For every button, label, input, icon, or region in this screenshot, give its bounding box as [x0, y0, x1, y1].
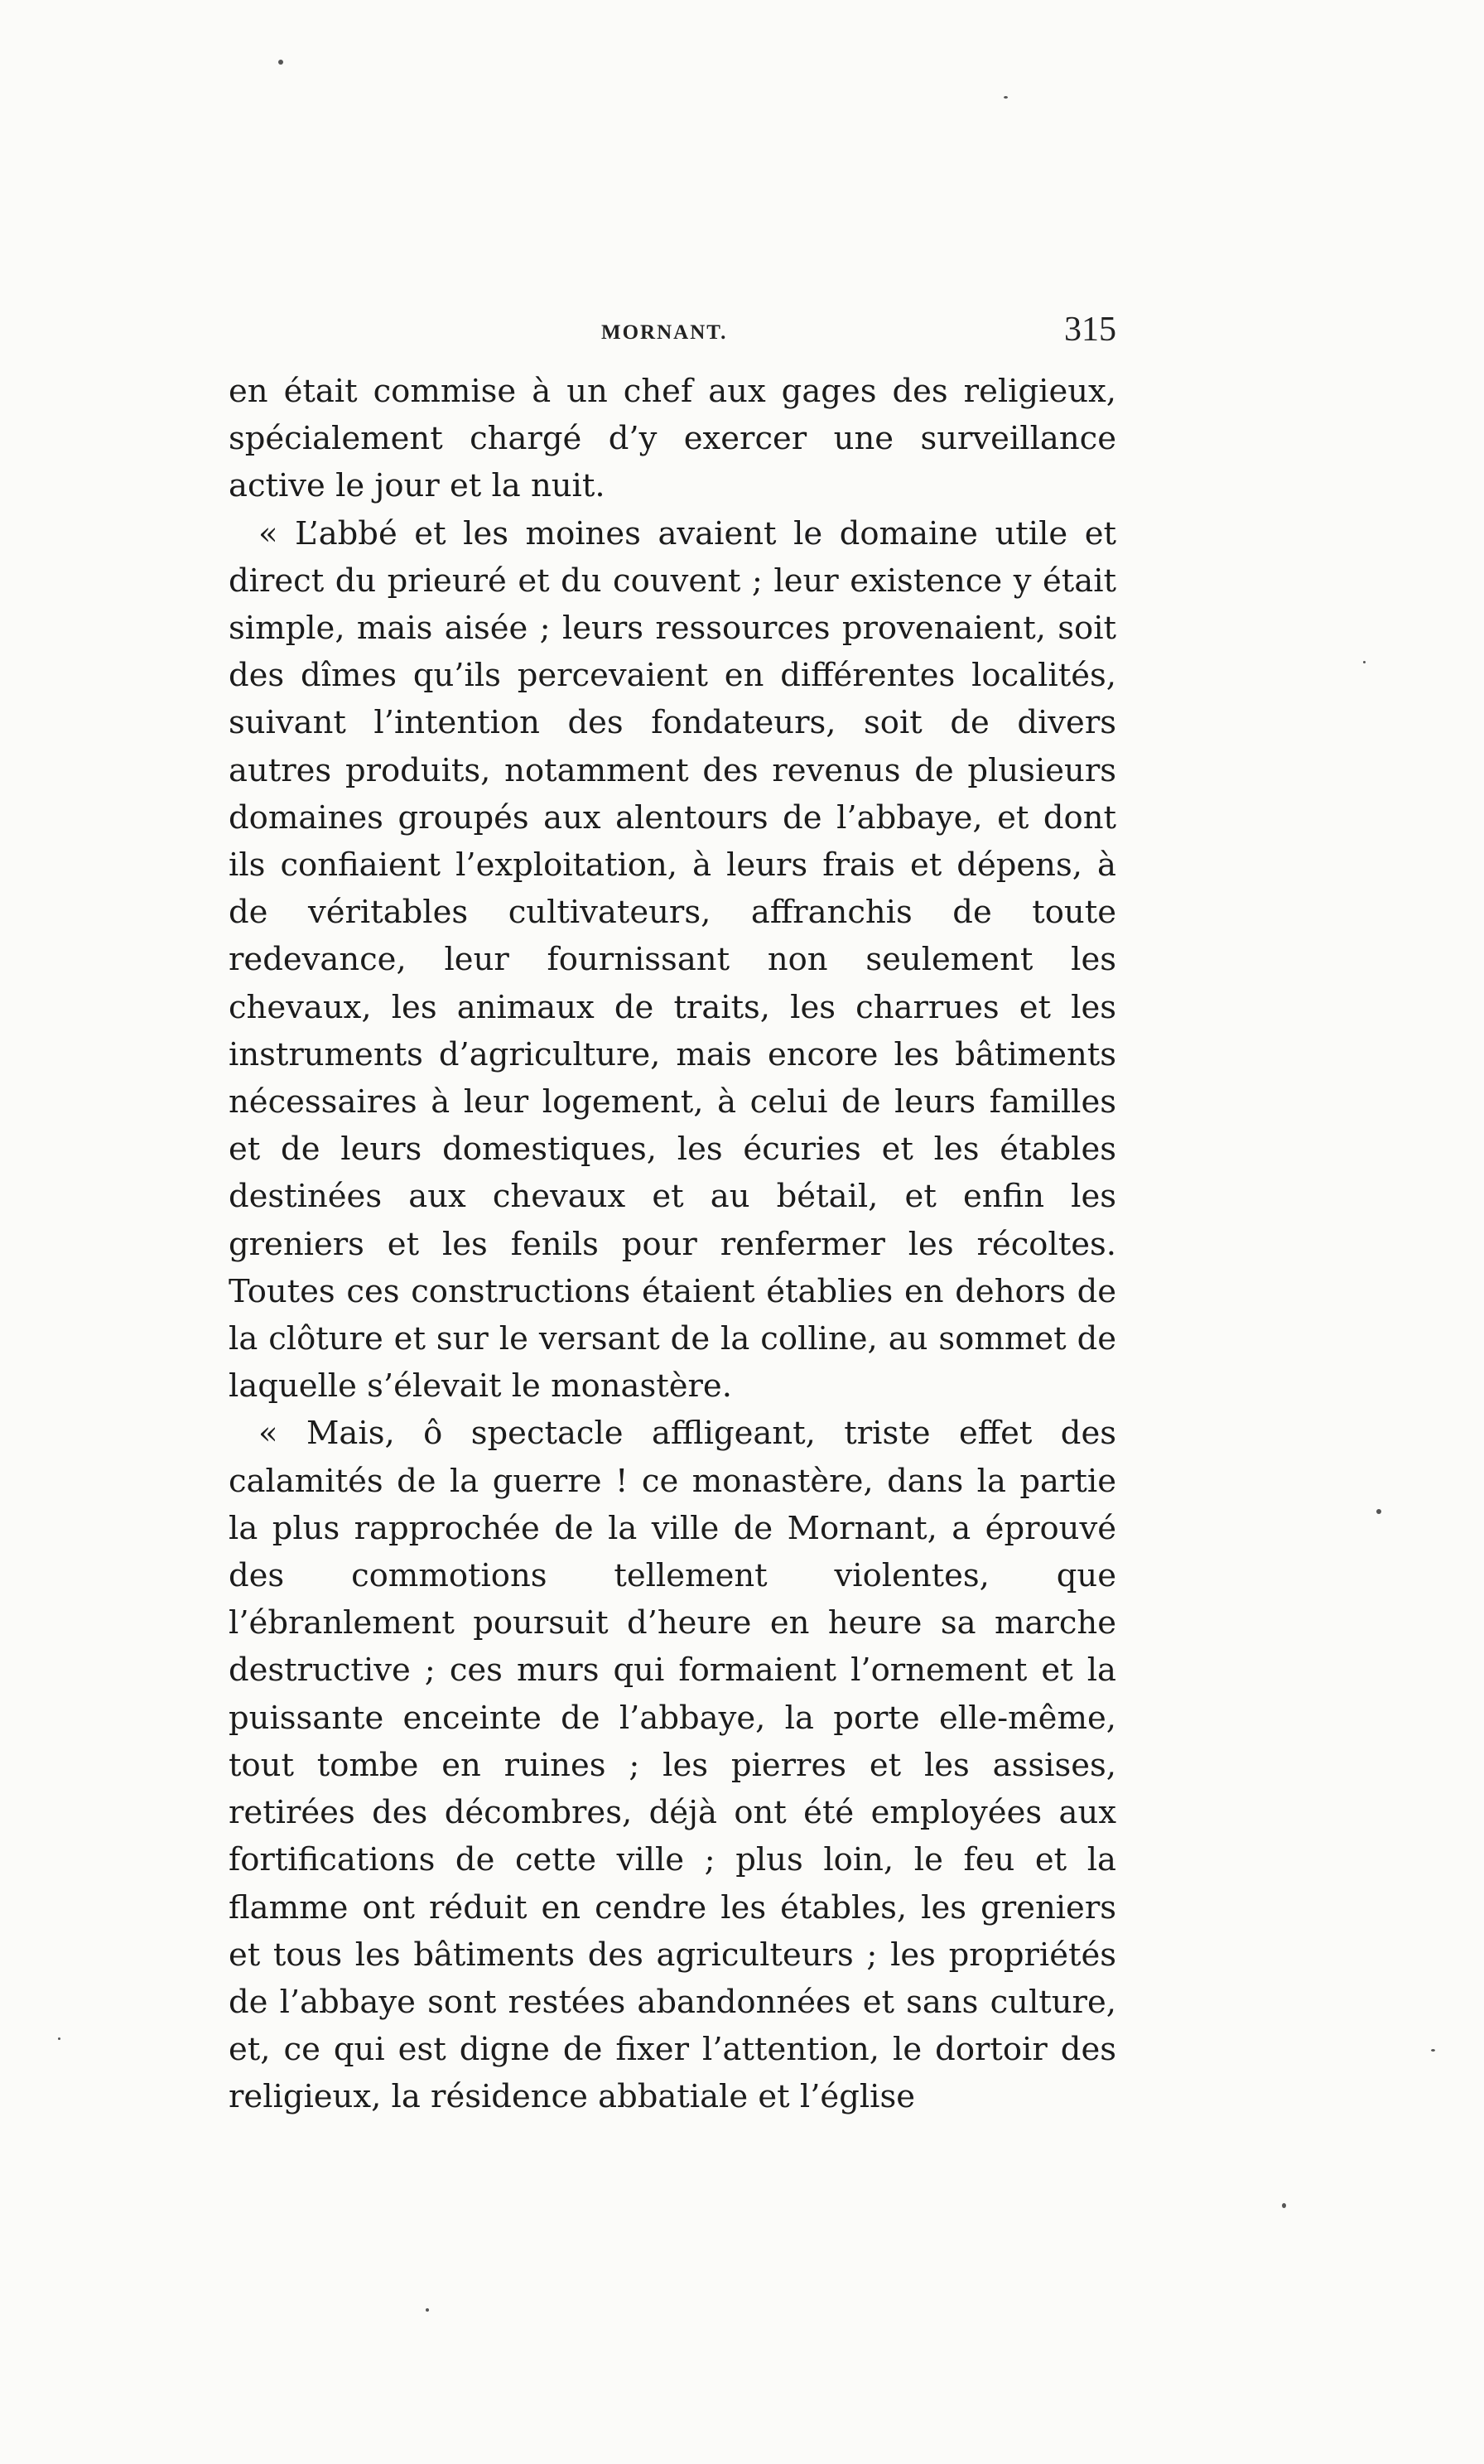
paragraph-war-calamities: « Mais, ô spectacle affligeant, triste effet des calamités de la guerre ! ce monastère, dans la partie la plus rapprochée de la ville de Mornant, a éprouvé des commotions tellement violentes, que l’ébranlement poursuit d’heure en heure sa marche destructive ; ces murs qui formaient l’ornement et la puissante enceinte de l’abbaye, la porte elle-même, tout tombe en ruines ; les pierres et les assises, retirées des décombres, déjà ont été employées aux fortifications de cette ville ; plus loin, le feu et la flamme ont réduit en cendre les étables, les greniers et tous les bâtiments des agriculteurs ; les propriétés de l’abbaye sont restées abandonnées et sans culture, et, ce qui est digne de fixer l’attention, le dortoir des religieux, la résidence abbatiale et l’église: [229, 1415, 1116, 2116]
paragraph-continuation: en était commise à un chef aux gages des religieux, spécialement chargé d’y exercer une surveillance active le jour et la nuit.: [229, 373, 1116, 505]
scan-speck: [426, 2308, 429, 2312]
scan-speck: [1363, 661, 1366, 663]
scan-speck: [1431, 2049, 1435, 2052]
running-title: MORNANT.: [601, 321, 728, 344]
page-header: [229, 310, 1116, 359]
scan-speck: [1004, 96, 1008, 99]
page-number: 315: [1064, 311, 1116, 349]
scan-speck: [1282, 2203, 1286, 2208]
scan-speck: [58, 2037, 60, 2040]
scan-speck: [278, 60, 283, 65]
scan-speck: [1376, 1509, 1381, 1514]
paragraph-abbey-resources: « L’abbé et les moines avaient le domaine utile et direct du prieuré et du couvent ; leur existence y était simple, mais aisée ; leurs ressources provenaient, soit des dîmes qu’ils percevaient en différentes localités, suivant l’intention des fondateurs, soit de divers autres produits, notamment des revenus de plusieurs domaines groupés aux alentours de l’abbaye, et dont ils confiaient l’exploitation, à leurs frais et dépens, à de véritables cultivateurs, affranchis de toute redevance, leur fournissant non seulement les chevaux, les animaux de traits, les charrues et les instruments d’agriculture, mais encore les bâtiments nécessaires à leur logement, à celui de leurs familles et de leurs domestiques, les écuries et les étables destinées aux chevaux et au bétail, et enfin les greniers et les fenils pour renfermer les récoltes. Toutes ces constructions étaient établies en dehors de la clôture et sur le versant de la colline, au sommet de laquelle s’élevait le monastère.: [229, 514, 1116, 1406]
body-text: [229, 368, 1116, 2121]
